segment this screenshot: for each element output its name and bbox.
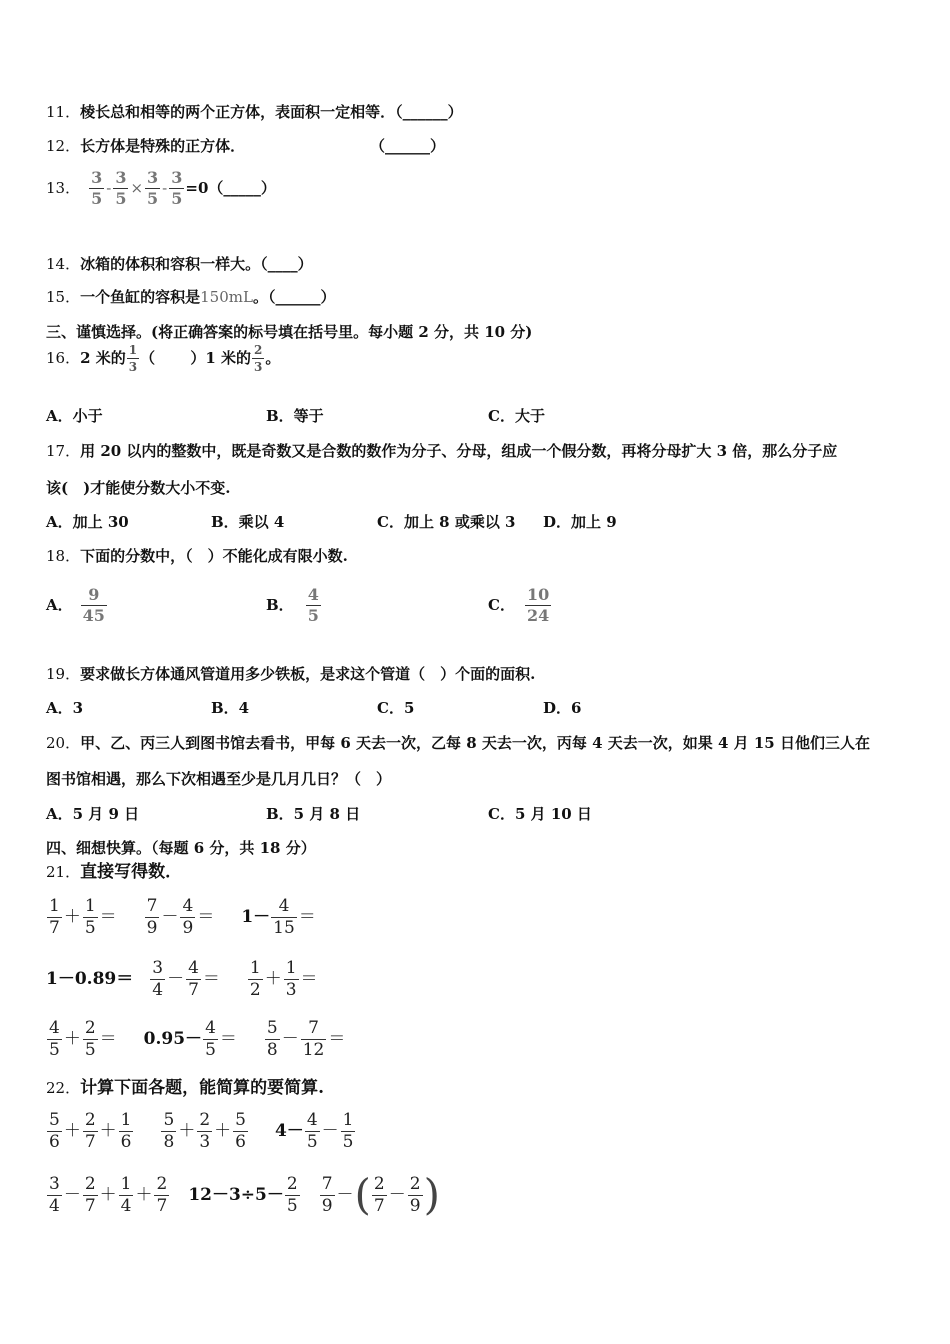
operator: ＋ [214, 1120, 232, 1141]
right-paren: ) [423, 1170, 440, 1219]
operator: ＝ [300, 968, 318, 989]
operator: × [130, 179, 144, 197]
operator: ＋ [135, 1184, 153, 1205]
fraction: $\frac{1}{6}$ [120, 1109, 132, 1152]
fraction: $\frac{2}{7}$ [84, 1109, 96, 1152]
operator: ＋ [264, 968, 282, 989]
question-11 [46, 102, 463, 122]
option-label: C． [488, 595, 515, 614]
option-d[interactable]: D．加上 9 [543, 513, 617, 531]
option-c[interactable] [488, 580, 552, 630]
unit-image: 150mL [200, 288, 253, 306]
fraction: $\frac{4}{7}$ [188, 957, 199, 1000]
operator: － [63, 1184, 81, 1205]
fraction: $\frac{7}{12}$ [302, 1017, 325, 1060]
fraction: $\frac{1}{3}$ [128, 343, 138, 374]
option-b[interactable]: B．乘以 4 [211, 513, 285, 531]
operator: － [281, 1028, 299, 1049]
expression-text: 1－ [241, 906, 271, 927]
left-paren: ( [354, 1170, 371, 1219]
operator: ＋ [63, 1028, 81, 1049]
operator: － [336, 1184, 354, 1205]
question-number: 20． [46, 734, 81, 752]
fraction: $\frac{1}{3}$ [285, 957, 297, 1000]
question-13 [46, 170, 276, 207]
fraction: $\frac{4}{5}$ [307, 584, 319, 625]
fraction: $\frac{3}{4}$ [152, 957, 164, 1000]
question-number: 11． [46, 103, 81, 121]
fraction: $\frac{4}{9}$ [182, 895, 194, 938]
question-number: 22． [46, 1079, 81, 1097]
operator: ＝ [219, 1028, 237, 1049]
question-number: 16． [46, 349, 81, 367]
operator: ＋ [63, 906, 81, 927]
operator: ＋ [63, 1120, 81, 1141]
expression-text: 0.95－ [143, 1028, 203, 1049]
fraction: $\frac{5}{6}$ [235, 1109, 246, 1152]
question-text: 直接写得数． [80, 862, 183, 882]
option-a[interactable]: A．小于 [46, 407, 103, 425]
fraction: $\frac{9}{45}$ [82, 584, 105, 625]
question-18 [46, 546, 348, 566]
question-number: 17． [46, 442, 81, 460]
question-text: 冰箱的体积和容积一样大。（____） [80, 255, 313, 273]
fraction: $\frac{3}{5}$ [171, 168, 183, 208]
question-text: 2 米的 [80, 349, 126, 367]
question-number: 13． [46, 179, 81, 197]
expression-text: 1－0.89＝ [46, 968, 134, 989]
question-text: 。 [265, 349, 281, 367]
option-c[interactable]: C．5 月 10 日 [488, 805, 592, 823]
fraction: $\frac{3}{5}$ [91, 168, 103, 208]
question-text: 计算下面各题，能简算的要简算. [80, 1078, 325, 1098]
question-21 [46, 862, 182, 882]
calc-row [46, 894, 317, 940]
question-tail: =0（_____） [185, 179, 276, 197]
expression-text: 4－ [274, 1120, 304, 1141]
operator: ＝ [197, 906, 215, 927]
question-text: 下面的分数中，（ ）不能化成有限小数. [80, 547, 348, 565]
fraction: $\frac{3}{5}$ [115, 168, 127, 208]
fraction: $\frac{3}{4}$ [49, 1173, 60, 1216]
question-number: 15． [46, 288, 81, 306]
fraction: $\frac{1}{7}$ [49, 895, 60, 938]
fraction: $\frac{2}{9}$ [409, 1173, 421, 1216]
fraction: $\frac{1}{5}$ [84, 895, 96, 938]
operator: － [321, 1120, 339, 1141]
question-19 [46, 664, 535, 684]
fraction: $\frac{2}{7}$ [373, 1173, 385, 1216]
fraction: $\frac{5}{6}$ [49, 1109, 60, 1152]
calc-row [46, 956, 319, 1002]
option-a[interactable]: A．3 [46, 699, 84, 717]
operator: ＝ [99, 906, 117, 927]
question-20 [46, 733, 870, 753]
question-number: 12． [46, 137, 81, 155]
question-tail: 。（______） [252, 288, 336, 306]
section-heading: 三、谨慎选择。(将正确答案的标号填在括号里。每小题 2 分，共 10 分) [46, 323, 533, 341]
question-16 [46, 344, 280, 373]
operator: － [161, 906, 179, 927]
calc-row [46, 1016, 346, 1062]
section-heading: 四、细想快算。（每题 6 分，共 18 分） [46, 839, 316, 857]
question-text: 棱长总和相等的两个正方体，表面积一定相等．（______） [80, 103, 463, 121]
operator: ＝ [202, 968, 220, 989]
question-text: 长方体是特殊的正方体． [80, 137, 246, 155]
option-label: A． [46, 595, 73, 614]
question-15 [46, 287, 335, 307]
fraction: $\frac{1}{4}$ [120, 1173, 132, 1216]
option-b[interactable]: B．4 [211, 699, 250, 717]
fraction: $\frac{2}{3}$ [254, 343, 263, 374]
question-text: 甲、乙、丙三人到图书馆去看书，甲每 6 天去一次，乙每 8 天去一次，丙每 4 天去一次，如果 4 月 15 日他们三人在 [80, 734, 870, 752]
option-label: B． [266, 595, 294, 614]
operator: ＋ [178, 1120, 196, 1141]
question-number: 19． [46, 665, 81, 683]
fraction: $\frac{2}{3}$ [199, 1109, 211, 1152]
fraction: $\frac{5}{8}$ [163, 1109, 175, 1152]
operator: ＋ [99, 1120, 117, 1141]
expression-text: 12－3÷5－ [188, 1184, 284, 1205]
fraction: $\frac{2}{5}$ [286, 1173, 298, 1216]
question-17 [46, 441, 837, 461]
question-text: 要求做长方体通风管道用多少铁板，是求这个管道（ ）个面的面积. [80, 665, 536, 683]
question-number: 14． [46, 255, 81, 273]
option-a[interactable]: A．加上 30 [46, 513, 129, 531]
answer-blank[interactable]: （______） [370, 137, 446, 155]
calc-row [46, 1170, 440, 1220]
option-a[interactable] [46, 580, 108, 630]
fraction: $\frac{4}{5}$ [49, 1017, 60, 1060]
fraction: $\frac{4}{15}$ [273, 895, 295, 938]
fraction: $\frac{2}{7}$ [84, 1173, 96, 1216]
fraction: $\frac{10}{24}$ [526, 584, 550, 625]
option-a[interactable]: A．5 月 9 日 [46, 805, 140, 823]
fraction: $\frac{2}{7}$ [156, 1173, 168, 1216]
operator: ＝ [298, 906, 316, 927]
option-b[interactable] [266, 580, 322, 630]
option-b[interactable]: B．等于 [266, 407, 324, 425]
question-text: 用 20 以内的整数中，既是奇数又是合数的数作为分子、分母，组成一个假分数，再将分母扩大 3 倍，那么分子应 [80, 442, 838, 460]
operator: - [106, 179, 112, 197]
fraction: $\frac{4}{5}$ [306, 1109, 318, 1152]
option-c[interactable]: C．5 [377, 699, 415, 717]
operator: － [167, 968, 185, 989]
question-text: 一个鱼缸的容积是 [80, 288, 201, 306]
question-number: 18． [46, 547, 81, 565]
fraction: $\frac{7}{9}$ [321, 1173, 333, 1216]
option-c[interactable]: C．加上 8 或乘以 3 [377, 513, 516, 531]
fraction: $\frac{3}{5}$ [147, 168, 159, 208]
fraction: $\frac{1}{2}$ [249, 957, 261, 1000]
option-b[interactable]: B．5 月 8 日 [266, 805, 361, 823]
option-c[interactable]: C．大于 [488, 407, 545, 425]
fraction: $\frac{7}{9}$ [146, 895, 158, 938]
question-text: （ ）1 米的 [140, 349, 252, 367]
fraction: $\frac{2}{5}$ [84, 1017, 96, 1060]
question-20-cont: 图书馆相遇，那么下次相遇至少是几月几日？（ ） [46, 770, 392, 788]
operator: - [162, 179, 168, 197]
question-17-cont: 该( )才能使分数大小不变. [46, 479, 231, 497]
question-number: 21． [46, 863, 81, 881]
fraction: $\frac{5}{8}$ [266, 1017, 278, 1060]
fraction: $\frac{1}{5}$ [342, 1109, 354, 1152]
operator: ＝ [99, 1028, 117, 1049]
question-12 [46, 136, 245, 156]
operator: ＝ [328, 1028, 346, 1049]
operator: ＋ [99, 1184, 117, 1205]
operator: － [388, 1184, 406, 1205]
question-22 [46, 1078, 324, 1098]
option-d[interactable]: D．6 [543, 699, 582, 717]
fraction: $\frac{4}{5}$ [205, 1017, 216, 1060]
calc-row [46, 1108, 356, 1154]
question-14 [46, 254, 313, 274]
